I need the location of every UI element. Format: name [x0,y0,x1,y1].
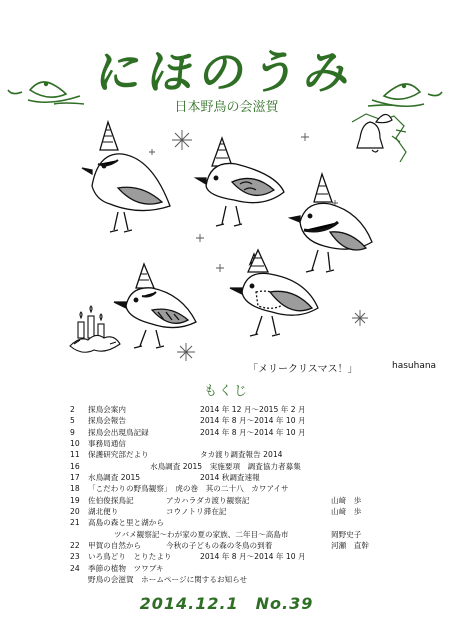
toc-row[interactable] [66,461,446,472]
bird-right-icon [290,174,372,272]
toc-row[interactable] [66,574,446,585]
toc-detail: 2014 年 8 月～2014 年 10 月 [200,552,306,562]
toc-page: 17 [70,473,80,483]
toc-detail: 2014 秋調査速報 [200,473,260,483]
toc-author: 山﨑 歩 [331,507,362,517]
toc-title: 高島の森と里と湖から [88,518,164,528]
toc-title: 探鳥会案内 [88,405,126,414]
toc-author: 岡野史子 [331,529,362,539]
toc-page: 22 [70,541,80,551]
toc-page: 11 [70,450,80,460]
illustration-caption: 「メリークリスマス！」 [248,364,358,375]
toc-page: 18 [70,484,80,494]
toc-page: 9 [70,427,75,437]
toc-row[interactable] [66,495,446,506]
toc-row[interactable] [66,427,446,438]
toc-page: 20 [70,507,80,517]
toc-row[interactable] [66,483,446,494]
toc-row[interactable] [66,415,446,426]
toc-page: 5 [70,416,75,426]
toc-page: 16 [70,461,80,471]
toc-detail: タカ渡り調査報告 2014 [200,450,283,460]
toc-row[interactable] [66,438,446,449]
toc-page: 10 [70,439,80,449]
bird-bottom-center-icon [230,250,318,336]
toc-page: 23 [70,552,80,562]
toc-row[interactable] [66,540,446,551]
toc-detail: 2014 年 12 月～2015 年 2 月 [200,405,306,414]
bird-bottom-left-icon [114,264,196,348]
bell-garland-icon [352,114,406,162]
toc-title: 野鳥の会滋賀 ホームページに関するお知らせ [88,575,248,585]
toc-author: 山﨑 歩 [331,495,362,505]
candles-holly-icon [70,306,120,352]
toc-row[interactable] [66,529,446,540]
toc-title: ツバメ観察記～わが家の夏の家族、二年目～高島市 [114,529,289,539]
toc-page: 2 [70,405,75,414]
toc-row[interactable] [66,449,446,460]
bird-top-center-icon [196,138,284,226]
toc-detail: 今秋の子どもの森の冬鳥の到着 [166,541,273,551]
newsletter-title: にほのうみ [92,45,360,99]
toc-detail: 水鳥調査 2015 実施要項 調査協力者募集 [150,461,301,471]
toc-detail: 2014 年 8 月～2014 年 10 月 [200,427,306,437]
toc-title: 探鳥会出現鳥記録 [88,427,149,437]
toc-title: 保護研究部だより [88,450,149,460]
toc-author: 河瀬 直幹 [331,541,369,551]
toc-title: 探鳥会報告 [88,416,126,426]
toc-detail: アカハラダカ渡り観察記 [166,495,250,505]
organization-name: 日本野鳥の会滋賀 [174,100,279,115]
toc-page: 24 [70,563,80,573]
toc-detail: コウノトリ滞在記 [166,507,227,517]
toc-title: 事務局通信 [88,439,126,449]
toc-detail: 2014 年 8 月～2014 年 10 月 [200,416,306,426]
toc-title: いろ鳥どり とりたより [88,552,172,562]
toc-page: 19 [70,495,80,505]
toc-row[interactable] [66,517,446,528]
toc-row[interactable] [66,551,446,562]
toc-title: 季節の植物 ツワブキ [88,563,164,573]
toc-row[interactable] [66,563,446,574]
toc-row[interactable] [66,404,446,415]
toc-heading: もくじ [203,384,249,399]
table-of-contents [66,404,446,586]
toc-title: 佐伯俊探鳥記 [88,495,134,505]
bird-top-left-icon [82,122,170,232]
toc-page: 21 [70,518,80,528]
toc-title: 湖北便り [88,507,119,517]
toc-row[interactable] [66,472,446,483]
issue-date-number: 2014.12.1 No.39 [139,594,314,613]
toc-title: 甲賀の自然から [88,541,142,551]
illustration-artist: hasuhana [392,361,437,371]
toc-row[interactable] [66,506,446,517]
toc-title: 「こだわりの野鳥観察」 虎の巻 其の二十八 カワアイサ [88,484,289,494]
toc-title: 水鳥調査 2015 [88,473,141,483]
